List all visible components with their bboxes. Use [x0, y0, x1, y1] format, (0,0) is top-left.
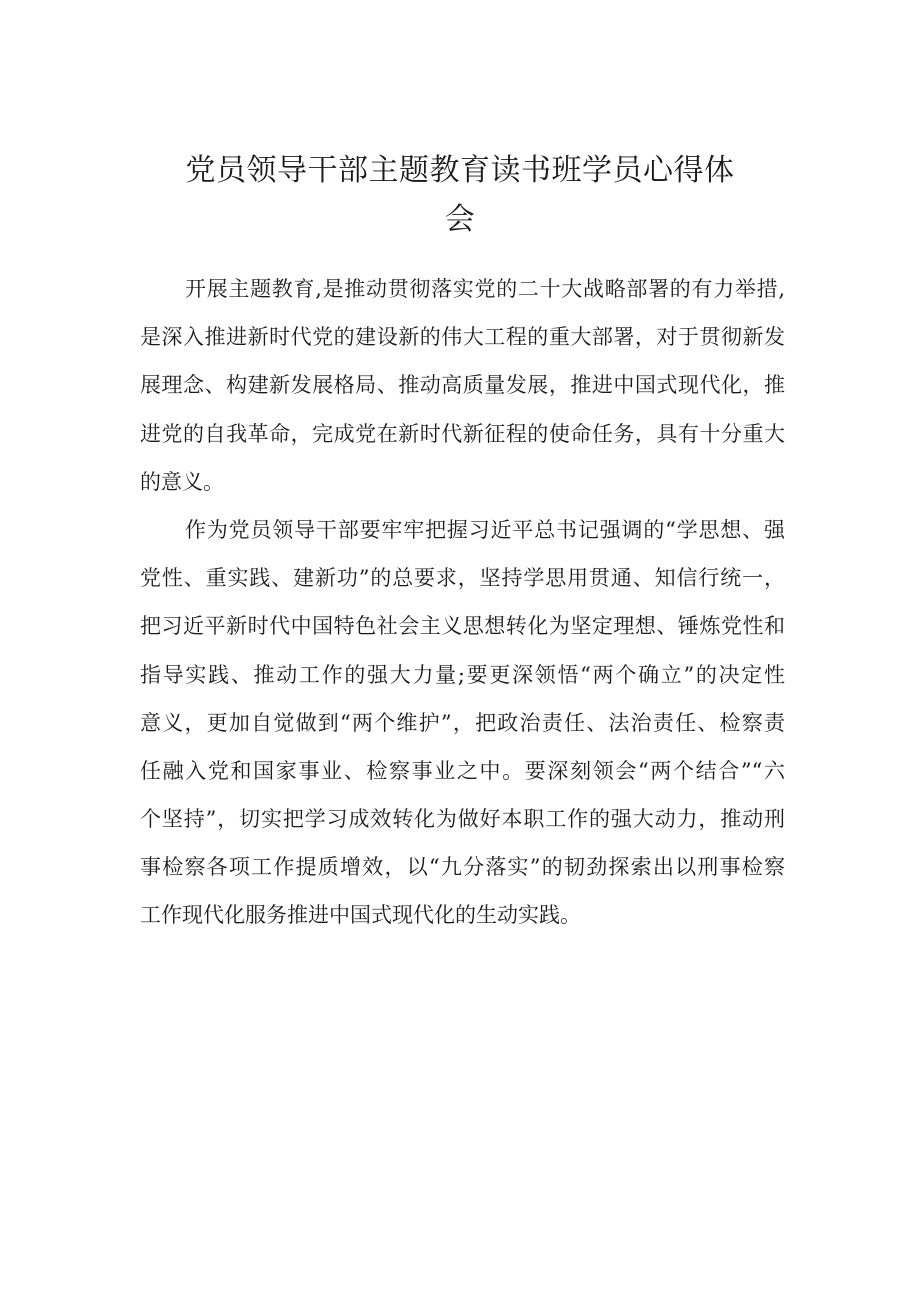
text-line: 任融入党和国家事业、检察事业之中。要深刻领会“两个结合”“六 — [140, 758, 785, 783]
text-line: 党性、重实践、建新功”的总要求，坚持学思用贯通、知信行统一， — [140, 566, 785, 591]
text-line: 指导实践、推动工作的强大力量;要更深领悟“两个确立”的决定性 — [140, 662, 785, 687]
text-line: 是深入推进新时代党的建设新的伟大工程的重大部署，对于贯彻新发 — [140, 325, 785, 350]
text-line: 作为党员领导干部要牢牢把握习近平总书记强调的“学思想、强 — [185, 517, 785, 542]
title-line: 会 — [444, 202, 476, 237]
text-line: 开展主题教育,是推动贯彻落实党的二十大战略部署的有力举措, — [185, 277, 785, 301]
text-line: 意义，更加自觉做到“两个维护”，把政治责任、法治责任、检察责 — [140, 710, 785, 735]
text-line: 进党的自我革命，完成党在新时代新征程的使命任务，具有十分重大 — [140, 421, 785, 446]
title-line: 党员领导干部主题教育读书班学员心得体 — [185, 153, 735, 188]
text-line: 工作现代化服务推进中国式现代化的生动实践。 — [140, 903, 581, 928]
text-line: 把习近平新时代中国特色社会主义思想转化为坚定理想、锤炼党性和 — [140, 614, 785, 639]
text-line: 展理念、构建新发展格局、推动高质量发展，推进中国式现代化，推 — [140, 373, 785, 398]
paragraph-1 — [140, 268, 785, 509]
text-line: 事检察各项工作提质增效，以“九分落实”的韧劲探索出以刑事检察 — [140, 855, 785, 880]
text-line: 个坚持”，切实把学习成效转化为做好本职工作的强大动力，推动刑 — [140, 807, 785, 832]
document-body — [140, 268, 785, 943]
document-title — [140, 146, 780, 244]
paragraph-2 — [140, 509, 785, 943]
text-line: 的意义。 — [140, 469, 224, 494]
